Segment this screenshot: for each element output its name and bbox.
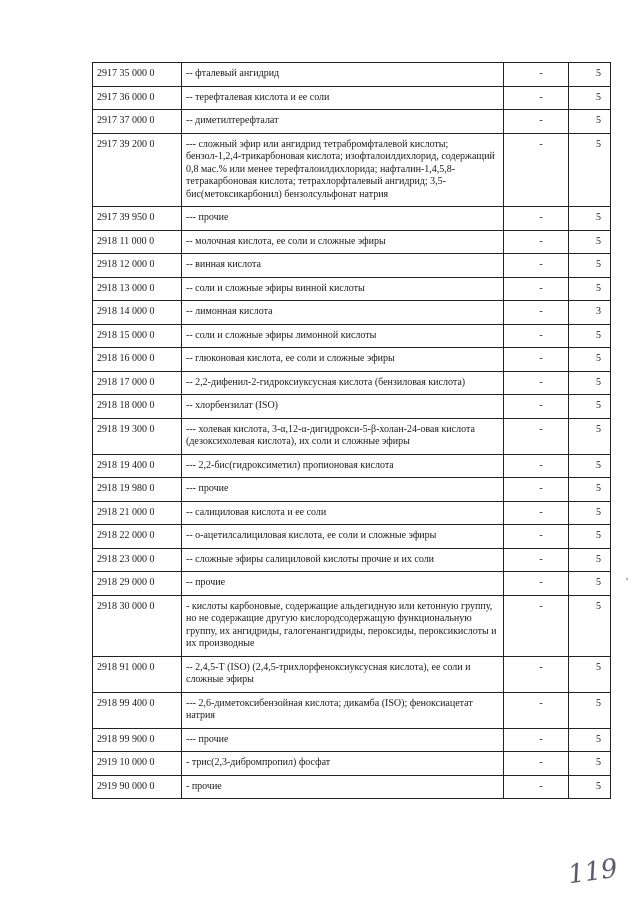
commodity-code-cell: 2918 18 000 0 xyxy=(93,395,182,419)
table-row xyxy=(93,656,611,692)
rate-value: 5 xyxy=(596,757,601,768)
commodity-code-cell: 2918 21 000 0 xyxy=(93,501,182,525)
table-row xyxy=(93,418,611,454)
table-row xyxy=(93,301,611,325)
col3-cell xyxy=(504,656,569,692)
col3-value: - xyxy=(539,91,543,103)
description-cell: -- глюконовая кислота, ее соли и сложные эфиры xyxy=(182,348,504,372)
description-cell: -- соли и сложные эфиры лимонной кислоты xyxy=(182,324,504,348)
description-cell: - кислоты карбоновые, содержащие альдегидную или кетонную группу, но не содержащие другую кислородсодержащую функциональную группу, их ангидриды, галогенангидриды, пероксиды, пероксикислоты и их производные xyxy=(182,595,504,656)
commodity-code-cell: 2919 10 000 0 xyxy=(93,752,182,776)
col3-value: - xyxy=(539,376,543,388)
rate-value: 5 xyxy=(596,115,601,126)
table-row xyxy=(93,63,611,87)
table-row xyxy=(93,572,611,596)
rate-cell xyxy=(569,501,611,525)
col3-value: - xyxy=(539,780,543,792)
description-cell: -- 2,4,5-Т (ISO) (2,4,5-трихлорфеноксиуксусная кислота), ее соли и сложные эфиры xyxy=(182,656,504,692)
rate-cell xyxy=(569,207,611,231)
table-row xyxy=(93,775,611,799)
commodity-code-cell: 2918 19 300 0 xyxy=(93,418,182,454)
col3-cell xyxy=(504,501,569,525)
rate-value: 5 xyxy=(596,329,601,341)
commodity-code-cell: 2918 14 000 0 xyxy=(93,301,182,325)
description-cell: - прочие xyxy=(182,775,504,799)
table-row xyxy=(93,548,611,572)
rate-cell xyxy=(569,418,611,454)
description-cell: -- лимонная кислота xyxy=(182,301,504,325)
col3-cell xyxy=(504,775,569,799)
table-row xyxy=(93,595,611,656)
rate-cell xyxy=(569,63,611,87)
rate-value: 5 xyxy=(596,423,601,435)
rate-value: 5 xyxy=(596,780,601,792)
commodity-code-cell: 2918 16 000 0 xyxy=(93,348,182,372)
col3-cell xyxy=(504,454,569,478)
col3-cell xyxy=(504,572,569,596)
rate-cell xyxy=(569,277,611,301)
rate-value: 5 xyxy=(596,553,601,565)
rate-cell xyxy=(569,371,611,395)
col3-cell xyxy=(504,395,569,419)
col3-cell xyxy=(504,207,569,231)
rate-value: 5 xyxy=(596,661,601,673)
description-cell: -- 2,2-дифенил-2-гидроксиуксусная кислота (бензиловая кислота) xyxy=(182,371,504,395)
col3-cell xyxy=(504,301,569,325)
description-cell: -- салициловая кислота и ее соли xyxy=(182,501,504,525)
col3-value: - xyxy=(539,733,543,745)
description-cell: --- прочие xyxy=(182,728,504,752)
col3-value: - xyxy=(539,400,543,411)
commodity-code-cell: 2917 39 200 0 xyxy=(93,133,182,207)
col3-cell xyxy=(504,230,569,254)
table-row xyxy=(93,254,611,278)
col3-value: - xyxy=(539,68,543,79)
table-row xyxy=(93,478,611,502)
col3-value: - xyxy=(539,282,543,294)
commodity-code-cell: 2918 11 000 0 xyxy=(93,230,182,254)
commodity-code-cell: 2918 17 000 0 xyxy=(93,371,182,395)
rate-value: 5 xyxy=(596,506,601,518)
table-row xyxy=(93,230,611,254)
rate-value: 5 xyxy=(596,212,601,223)
rate-value: 5 xyxy=(596,400,601,411)
col3-cell xyxy=(504,525,569,549)
commodity-code-cell: 2918 19 980 0 xyxy=(93,478,182,502)
col3-cell xyxy=(504,728,569,752)
rate-cell xyxy=(569,230,611,254)
commodity-code-cell: 2918 99 400 0 xyxy=(93,692,182,728)
rate-cell xyxy=(569,752,611,776)
description-cell: --- прочие xyxy=(182,478,504,502)
table-row xyxy=(93,728,611,752)
rate-value: 5 xyxy=(596,91,601,103)
rate-cell xyxy=(569,254,611,278)
commodity-code-cell: 2918 23 000 0 xyxy=(93,548,182,572)
table-row xyxy=(93,133,611,207)
col3-value: - xyxy=(539,661,543,673)
rate-value: 5 xyxy=(596,483,601,494)
commodity-code-cell: 2918 30 000 0 xyxy=(93,595,182,656)
table-row xyxy=(93,110,611,134)
description-cell: --- сложный эфир или ангидрид тетрабромфталевой кислоты; бензол-1,2,4-трикарбоновая кислота; изофталоилдихлорид, содержащий 0,8 мас.% или менее терефталоилдихлорида; нафталин-1,4,5,8-тетракарбоновая кислота; тетрахлорфталевый ангидрид; 3,5-бис(метоксикарбонил) бензолсульфонат натрия xyxy=(182,133,504,207)
table-row xyxy=(93,371,611,395)
table-row xyxy=(93,277,611,301)
col3-value: - xyxy=(539,577,543,588)
rate-value: 5 xyxy=(596,459,601,471)
rate-cell xyxy=(569,572,611,596)
table-row xyxy=(93,324,611,348)
rate-value: 5 xyxy=(596,259,601,270)
col3-cell xyxy=(504,348,569,372)
commodity-code-cell: 2918 91 000 0 xyxy=(93,656,182,692)
commodity-code-cell: 2918 15 000 0 xyxy=(93,324,182,348)
table-row xyxy=(93,525,611,549)
rate-cell xyxy=(569,86,611,110)
rate-value: 5 xyxy=(596,600,601,612)
rate-value: 5 xyxy=(596,530,601,541)
col3-value: - xyxy=(539,697,543,709)
col3-value: - xyxy=(539,212,543,223)
col3-cell xyxy=(504,371,569,395)
commodity-code-cell: 2917 35 000 0 xyxy=(93,63,182,87)
commodity-code-cell: 2918 13 000 0 xyxy=(93,277,182,301)
col3-cell xyxy=(504,692,569,728)
rate-value: 5 xyxy=(596,376,601,388)
rate-value: 5 xyxy=(596,697,601,709)
col3-cell xyxy=(504,324,569,348)
rate-value: 5 xyxy=(596,353,601,364)
rate-cell xyxy=(569,454,611,478)
description-cell: -- терефталевая кислота и ее соли xyxy=(182,86,504,110)
commodity-code-cell: 2918 29 000 0 xyxy=(93,572,182,596)
col3-cell xyxy=(504,110,569,134)
description-cell: -- винная кислота xyxy=(182,254,504,278)
col3-value: - xyxy=(539,235,543,247)
col3-value: - xyxy=(539,757,543,768)
table-body xyxy=(93,63,611,799)
col3-cell xyxy=(504,418,569,454)
rate-cell xyxy=(569,348,611,372)
col3-value: - xyxy=(539,459,543,471)
rate-value: 5 xyxy=(596,733,601,745)
col3-cell xyxy=(504,133,569,207)
rate-cell xyxy=(569,324,611,348)
commodity-code-cell: 2918 22 000 0 xyxy=(93,525,182,549)
rate-cell xyxy=(569,395,611,419)
rate-cell xyxy=(569,525,611,549)
rate-cell xyxy=(569,595,611,656)
description-cell: -- фталевый ангидрид xyxy=(182,63,504,87)
col3-cell xyxy=(504,277,569,301)
col3-cell xyxy=(504,548,569,572)
rate-value: 5 xyxy=(596,577,601,588)
col3-cell xyxy=(504,595,569,656)
col3-value: - xyxy=(539,306,543,317)
description-cell: -- прочие xyxy=(182,572,504,596)
commodity-code-cell: 2918 12 000 0 xyxy=(93,254,182,278)
col3-value: - xyxy=(539,329,543,341)
rate-cell xyxy=(569,775,611,799)
description-cell: -- хлорбензилат (ISO) xyxy=(182,395,504,419)
col3-cell xyxy=(504,478,569,502)
commodity-code-cell: 2917 39 950 0 xyxy=(93,207,182,231)
description-cell: --- холевая кислота, 3-α,12-α-дигидрокси-5-β-холан-24-овая кислота (дезоксихолевая кислота), их соли и сложные эфиры xyxy=(182,418,504,454)
rate-cell xyxy=(569,548,611,572)
table-row xyxy=(93,454,611,478)
description-cell: -- соли и сложные эфиры винной кислоты xyxy=(182,277,504,301)
table-row xyxy=(93,207,611,231)
table-row xyxy=(93,692,611,728)
rate-cell xyxy=(569,133,611,207)
scan-speck xyxy=(626,578,628,580)
table-row xyxy=(93,86,611,110)
description-cell: - трис(2,3-дибромпропил) фосфат xyxy=(182,752,504,776)
col3-value: - xyxy=(539,600,543,612)
col3-cell xyxy=(504,63,569,87)
col3-cell xyxy=(504,86,569,110)
col3-value: - xyxy=(539,506,543,518)
rate-cell xyxy=(569,478,611,502)
rate-value: 5 xyxy=(596,138,601,150)
col3-cell xyxy=(504,254,569,278)
col3-value: - xyxy=(539,138,543,150)
rate-value: 3 xyxy=(596,306,601,317)
col3-value: - xyxy=(539,115,543,126)
description-cell: --- прочие xyxy=(182,207,504,231)
commodity-code-cell: 2917 36 000 0 xyxy=(93,86,182,110)
table-row xyxy=(93,501,611,525)
rate-value: 5 xyxy=(596,282,601,294)
col3-value: - xyxy=(539,353,543,364)
description-cell: -- о-ацетилсалициловая кислота, ее соли и сложные эфиры xyxy=(182,525,504,549)
commodity-code-cell: 2918 19 400 0 xyxy=(93,454,182,478)
rate-value: 5 xyxy=(596,68,601,79)
table-row xyxy=(93,348,611,372)
col3-value: - xyxy=(539,530,543,541)
table-row xyxy=(93,395,611,419)
rate-cell xyxy=(569,728,611,752)
description-cell: -- диметилтерефталат xyxy=(182,110,504,134)
col3-value: - xyxy=(539,483,543,494)
description-cell: --- 2,6-диметоксибензойная кислота; дикамба (ISO); феноксиацетат натрия xyxy=(182,692,504,728)
commodity-code-cell: 2918 99 900 0 xyxy=(93,728,182,752)
col3-cell xyxy=(504,752,569,776)
page-number: 119 xyxy=(566,853,620,891)
rate-cell xyxy=(569,301,611,325)
rate-value: 5 xyxy=(596,235,601,247)
table-row xyxy=(93,752,611,776)
col3-value: - xyxy=(539,259,543,270)
rate-cell xyxy=(569,692,611,728)
commodity-code-cell: 2919 90 000 0 xyxy=(93,775,182,799)
description-cell: --- 2,2-бис(гидроксиметил) пропионовая кислота xyxy=(182,454,504,478)
commodity-code-cell: 2917 37 000 0 xyxy=(93,110,182,134)
tariff-table xyxy=(92,62,611,799)
col3-value: - xyxy=(539,423,543,435)
rate-cell xyxy=(569,656,611,692)
col3-value: - xyxy=(539,553,543,565)
description-cell: -- молочная кислота, ее соли и сложные эфиры xyxy=(182,230,504,254)
description-cell: -- сложные эфиры салициловой кислоты прочие и их соли xyxy=(182,548,504,572)
rate-cell xyxy=(569,110,611,134)
